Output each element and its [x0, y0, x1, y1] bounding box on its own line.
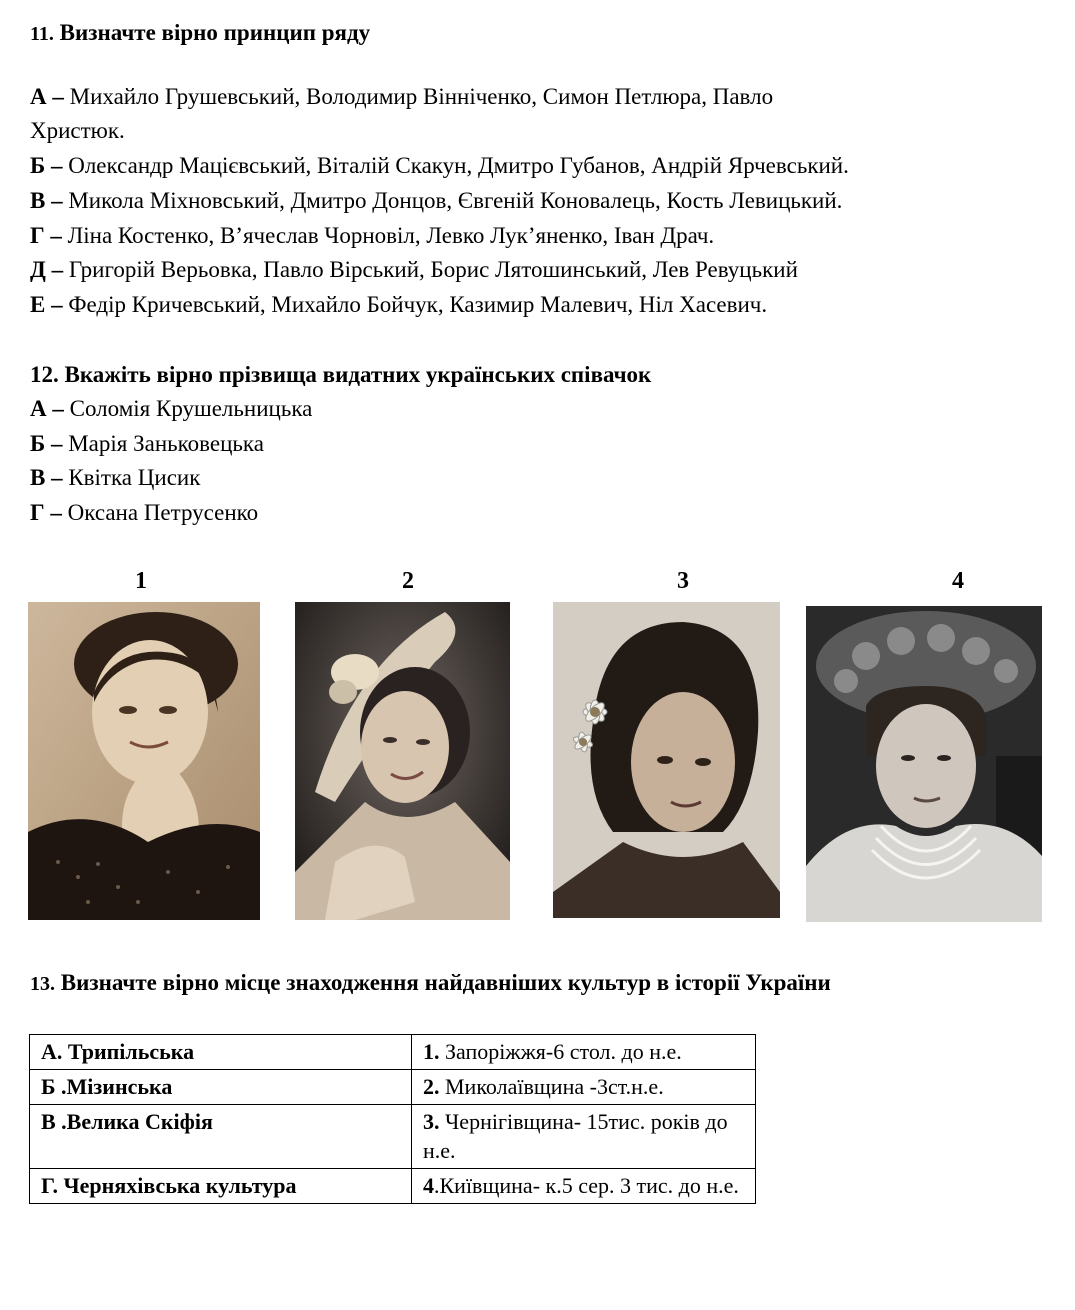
q11-option-c [30, 188, 842, 214]
photo-label-1: 1 [135, 568, 147, 594]
q11-option-f [30, 292, 767, 318]
table-row [30, 1105, 756, 1169]
option-text: Олександр Мацієвський, Віталій Скакун, Дмитро Губанов, Андрій Ярчевський. [62, 153, 849, 178]
option-letter: Г – [30, 500, 62, 525]
q13-title [30, 970, 831, 996]
q13-title-text: Визначте вірно місце знаходження найдавніших культур в історії України [60, 970, 831, 995]
portrait-photo-2 [295, 602, 510, 920]
q12-option-c [30, 465, 200, 491]
table-row [30, 1070, 756, 1105]
place-text: Миколаївщина -3ст.н.е. [439, 1074, 664, 1099]
option-letter: Д – [30, 257, 64, 282]
q12-option-d [30, 500, 258, 526]
place-cell [412, 1070, 756, 1105]
option-text: Квітка Цисик [62, 465, 201, 490]
place-number: 2. [423, 1074, 440, 1099]
q11-option-a [30, 84, 773, 110]
q11-title-text: Визначте вірно принцип ряду [59, 20, 371, 45]
portrait-3-image [553, 602, 780, 918]
photo-label-4: 4 [952, 568, 964, 594]
option-text: Оксана Петрусенко [61, 500, 259, 525]
q12-option-a [30, 396, 312, 422]
q12-option-b [30, 431, 264, 457]
place-cell [412, 1105, 756, 1169]
photo-label-3: 3 [677, 568, 689, 594]
portrait-1-image [28, 602, 260, 920]
option-letter: В – [30, 188, 63, 213]
option-text: Федір Кричевський, Михайло Бойчук, Казимир Малевич, Ніл Хасевич. [62, 292, 768, 317]
option-letter: Е – [30, 292, 63, 317]
q12-title [30, 362, 651, 388]
table-row [30, 1035, 756, 1070]
place-cell [412, 1169, 756, 1204]
culture-cell: Г. Черняхівська культура [30, 1169, 412, 1204]
culture-cell: Б .Мізинська [30, 1070, 412, 1105]
culture-cell: А. Трипільська [30, 1035, 412, 1070]
option-letter: В – [30, 465, 63, 490]
culture-cell: В .Велика Скіфія [30, 1105, 412, 1169]
portrait-2-image [295, 602, 510, 920]
place-cell [412, 1035, 756, 1070]
option-text: Соломія Крушельницька [63, 396, 313, 421]
q11-number: 11. [30, 23, 54, 45]
place-number: 4 [423, 1173, 434, 1198]
portrait-photo-3 [553, 602, 780, 918]
option-letter: А – [30, 84, 64, 109]
place-text: Запоріжжя-6 стол. до н.е. [439, 1039, 682, 1064]
place-text: Чернігівщина- 15тис. років до н.е. [423, 1109, 728, 1163]
table-row [30, 1169, 756, 1204]
q11-option-b [30, 153, 849, 179]
option-text: Григорій Верьовка, Павло Вірський, Борис Лятошинський, Лев Ревуцький [63, 257, 798, 282]
q11-option-e [30, 257, 798, 283]
place-text: .Київщина- к.5 сер. 3 тис. до н.е. [434, 1173, 739, 1198]
q11-title [30, 20, 370, 46]
photo-label-2: 2 [402, 568, 414, 594]
place-number: 3. [423, 1109, 440, 1134]
option-letter: Б – [30, 431, 63, 456]
option-letter: А – [30, 396, 64, 421]
place-number: 1. [423, 1039, 440, 1064]
portrait-photo-1 [28, 602, 260, 920]
q12-title-text: . Вкажіть вірно прізвища видатних українських співачок [53, 362, 652, 387]
option-text: Ліна Костенко, В’ячеслав Чорновіл, Левко Лук’яненко, Іван Драч. [61, 223, 715, 248]
option-text: Марія Заньковецька [62, 431, 264, 456]
q11-option-d [30, 223, 714, 249]
portrait-4-image [806, 606, 1042, 922]
option-text: Микола Міхновський, Дмитро Донцов, Євгеній Коновалець, Кость Левицький. [62, 188, 843, 213]
option-text: Михайло Грушевський, Володимир Вінніченко, Симон Петлюра, Павло [63, 84, 774, 109]
q12-number: 12 [30, 362, 53, 387]
q11-option-a-cont: Христюк. [30, 118, 125, 143]
portrait-photo-4 [806, 606, 1042, 922]
q13-number: 13. [30, 973, 55, 995]
option-letter: Б – [30, 153, 63, 178]
cultures-table [29, 1034, 756, 1204]
option-letter: Г – [30, 223, 62, 248]
